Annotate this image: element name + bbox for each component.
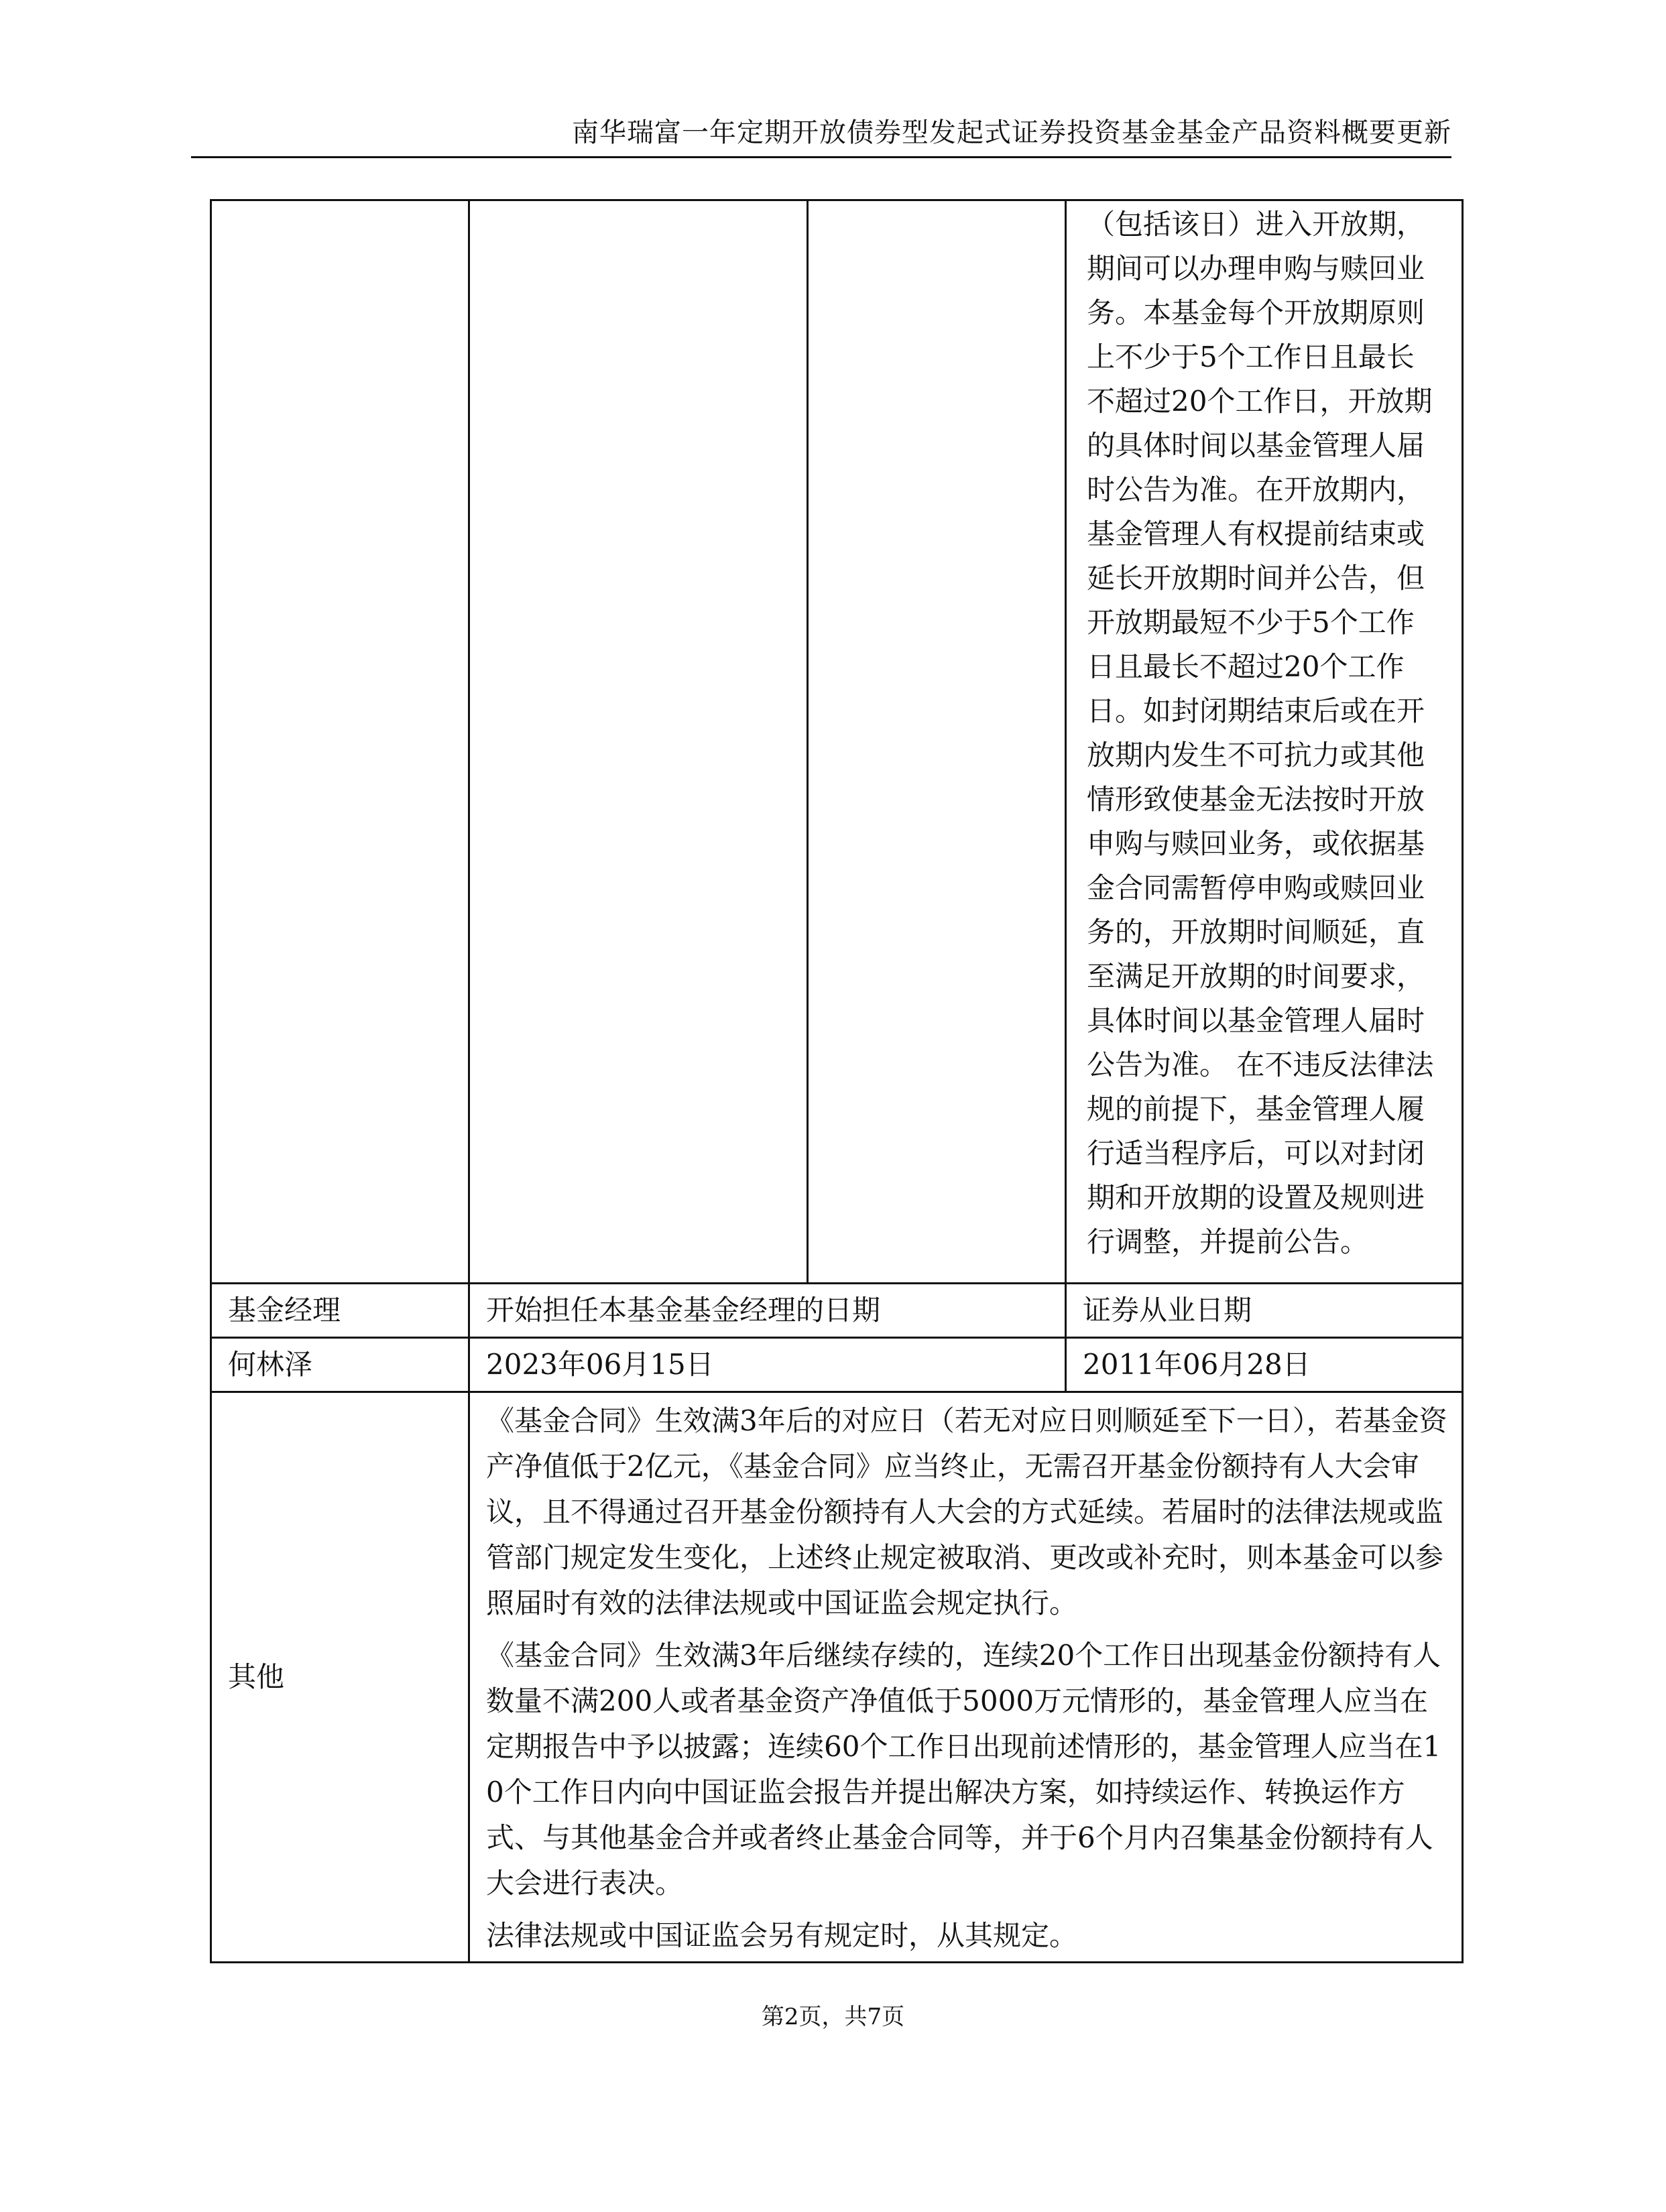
other-paragraph-1: 《基金合同》生效满3年后的对应日（若无对应日则顺延至下一日），若基金资产净值低于2亿元，《基金合同》应当终止，无需召开基金份额持有人大会审议，且不得通过召开基金份额持有人大会的方式延续。若届时的法律法规或监管部门规定发生变化，上述终止规定被取消、更改或补充时，则本基金可以参照届时有效的法律法规或中国证监会规定执行。 [486,1404,1447,1619]
other-label: 其他 [211,1392,469,1963]
other-paragraph-3: 法律法规或中国证监会另有规定时，从其规定。 [486,1919,1078,1952]
manager-start-date-header: 开始担任本基金基金经理的日期 [469,1284,1066,1338]
manager-name: 何林泽 [211,1338,469,1392]
other-row [211,1392,1463,1963]
other-content [469,1392,1463,1963]
continuation-row [211,200,1463,1284]
page-header-title: 南华瑞富一年定期开放债券型发起式证券投资基金基金产品资料概要更新 [572,117,1451,148]
manager-career-date: 2011年06月28日 [1066,1338,1463,1392]
manager-row [211,1338,1463,1392]
header-divider [191,156,1451,158]
manager-header-row [211,1284,1463,1338]
manager-career-date-header: 证券从业日期 [1066,1284,1463,1338]
manager-name-header: 基金经理 [211,1284,469,1338]
continuation-empty-cell-3 [808,200,1066,1284]
page-number: 第2页，共7页 [761,2004,905,2030]
continuation-empty-cell-2 [469,200,808,1284]
fund-info-table [210,199,1464,1963]
manager-start-date: 2023年06月15日 [469,1338,1066,1392]
other-paragraph-2: 《基金合同》生效满3年后继续存续的，连续20个工作日出现基金份额持有人数量不满200人或者基金资产净值低于5000万元情形的，基金管理人应当在定期报告中予以披露；连续60个工作日出现前述情形的，基金管理人应当在10个工作日内向中国证监会报告并提出解决方案，如持续运作、转换运作方式、与其他基金合并或者终止基金合同等，并于6个月内召集基金份额持有人大会进行表决。 [486,1639,1441,1900]
open-period-description: （包括该日）进入开放期，期间可以办理申购与赎回业务。本基金每个开放期原则上不少于5个工作日且最长不超过20个工作日，开放期的具体时间以基金管理人届时公告为准。在开放期内，基金管理人有权提前结束或延长开放期时间并公告，但开放期最短不少于5个工作日且最长不超过20个工作日。如封闭期结束后或在开放期内发生不可抗力或其他情形致使基金无法按时开放申购与赎回业务，或依据基金合同需暂停申购或赎回业务的，开放期时间顺延，直至满足开放期的时间要求，具体时间以基金管理人届时公告为准。 在不违反法律法规的前提下，基金管理人履行适当程序后，可以对封闭期和开放期的设置及规则进行调整，并提前公告。 [1066,200,1463,1284]
continuation-empty-cell-1 [211,200,469,1284]
